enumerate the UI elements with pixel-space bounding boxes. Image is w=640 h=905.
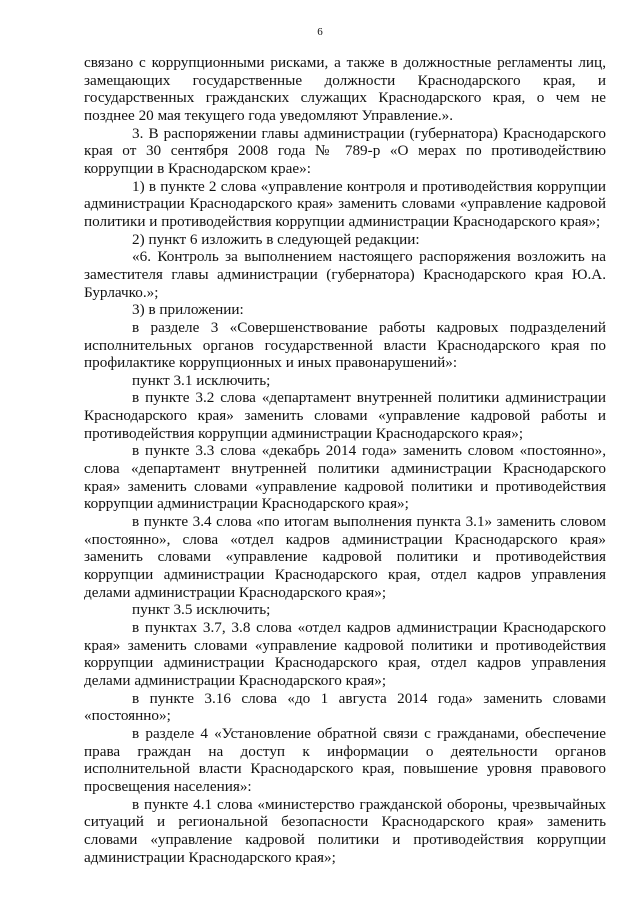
paragraph-quote-6: «6. Контроль за выполнением настоящего распоряжения возложить на заместителя главы администрации (губернатора) Краснодарского края Ю.А. Бурлачко.»; (84, 248, 606, 301)
paragraph-point-4-1: в пункте 4.1 слова «министерство гражданской обороны, чрезвычайных ситуаций и региональной безопасности Краснодарского края» заменить словами «управление кадровой политики и противодействия коррупции администрации Краснодарского края»; (84, 795, 606, 866)
paragraph-continuation: связано с коррупционными рисками, а также в должностные регламенты лиц, замещающих государственные должности Краснодарского края, и государственных гражданских служащих Краснодарского края, о чем не позднее 20 мая текущего года уведомляют Управление.». (84, 54, 606, 124)
paragraph-point-3-1: пункт 3.1 исключить; (132, 371, 271, 389)
paragraph-section-4: в разделе 4 «Установление обратной связи с гражданами, обеспечение права граждан на доступ к информации о деятельности органов исполнительной власти Краснодарского края, повышение уровня правового просвещения населения»: (84, 724, 606, 795)
paragraph-points-3-7-3-8: в пунктах 3.7, 3.8 слова «отдел кадров администрации Краснодарского края» заменить словами «управление кадровой политики и противодействия коррупции администрации Краснодарского края, отдел кадров управления делами администрации Краснодарского края»; (84, 619, 606, 689)
paragraph-point-3-4: в пункте 3.4 слова «по итогам выполнения пункта 3.1» заменить словом «постоянно», слова «отдел кадров администрации Краснодарского края» заменить словами «управление кадровой политики и противодействия коррупции администрации Краснодарского края, отдел кадров управления делами администрации Краснодарского края»; (84, 513, 606, 601)
paragraph-point-3-2: в пункте 3.2 слова «департамент внутренней политики администрации Краснодарского края» заменить словами «управление кадровой работы и противодействия коррупции администрации Краснодарского края»; (84, 389, 606, 442)
paragraph-subitem-1: 1) в пункте 2 слова «управление контроля и противодействия коррупции администрации Краснодарского края» заменить словами «управление кадровой политики и противодействия коррупции администрации Краснодарского края»; (84, 177, 606, 230)
paragraph-section-3: в разделе 3 «Совершенствование работы кадровых подразделений исполнительных органов государственной власти Краснодарского края по профилактике коррупционных и иных правонарушений»: (84, 318, 606, 372)
document-body (84, 54, 606, 866)
paragraph-subitem-3: 3) в приложении: (132, 301, 244, 319)
page-number: 6 (317, 26, 323, 38)
paragraph-item-3: 3. В распоряжении главы администрации (губернатора) Краснодарского края от 30 сентября 2008 года № 789-р «О мерах по противодействию коррупции в Краснодарском крае»: (84, 124, 606, 177)
paragraph-point-3-3: в пункте 3.3 слова «декабрь 2014 года» заменить словом «постоянно», слова «департамент внутренней политики администрации Краснодарского края» заменить словами «управление кадровой политики и противодействия коррупции администрации Краснодарского края»; (84, 442, 606, 513)
paragraph-point-3-5: пункт 3.5 исключить; (132, 601, 271, 619)
paragraph-subitem-2: 2) пункт 6 изложить в следующей редакции: (132, 230, 420, 248)
paragraph-point-3-16: в пункте 3.16 слова «до 1 августа 2014 года» заменить словами «постоянно»; (84, 689, 606, 725)
